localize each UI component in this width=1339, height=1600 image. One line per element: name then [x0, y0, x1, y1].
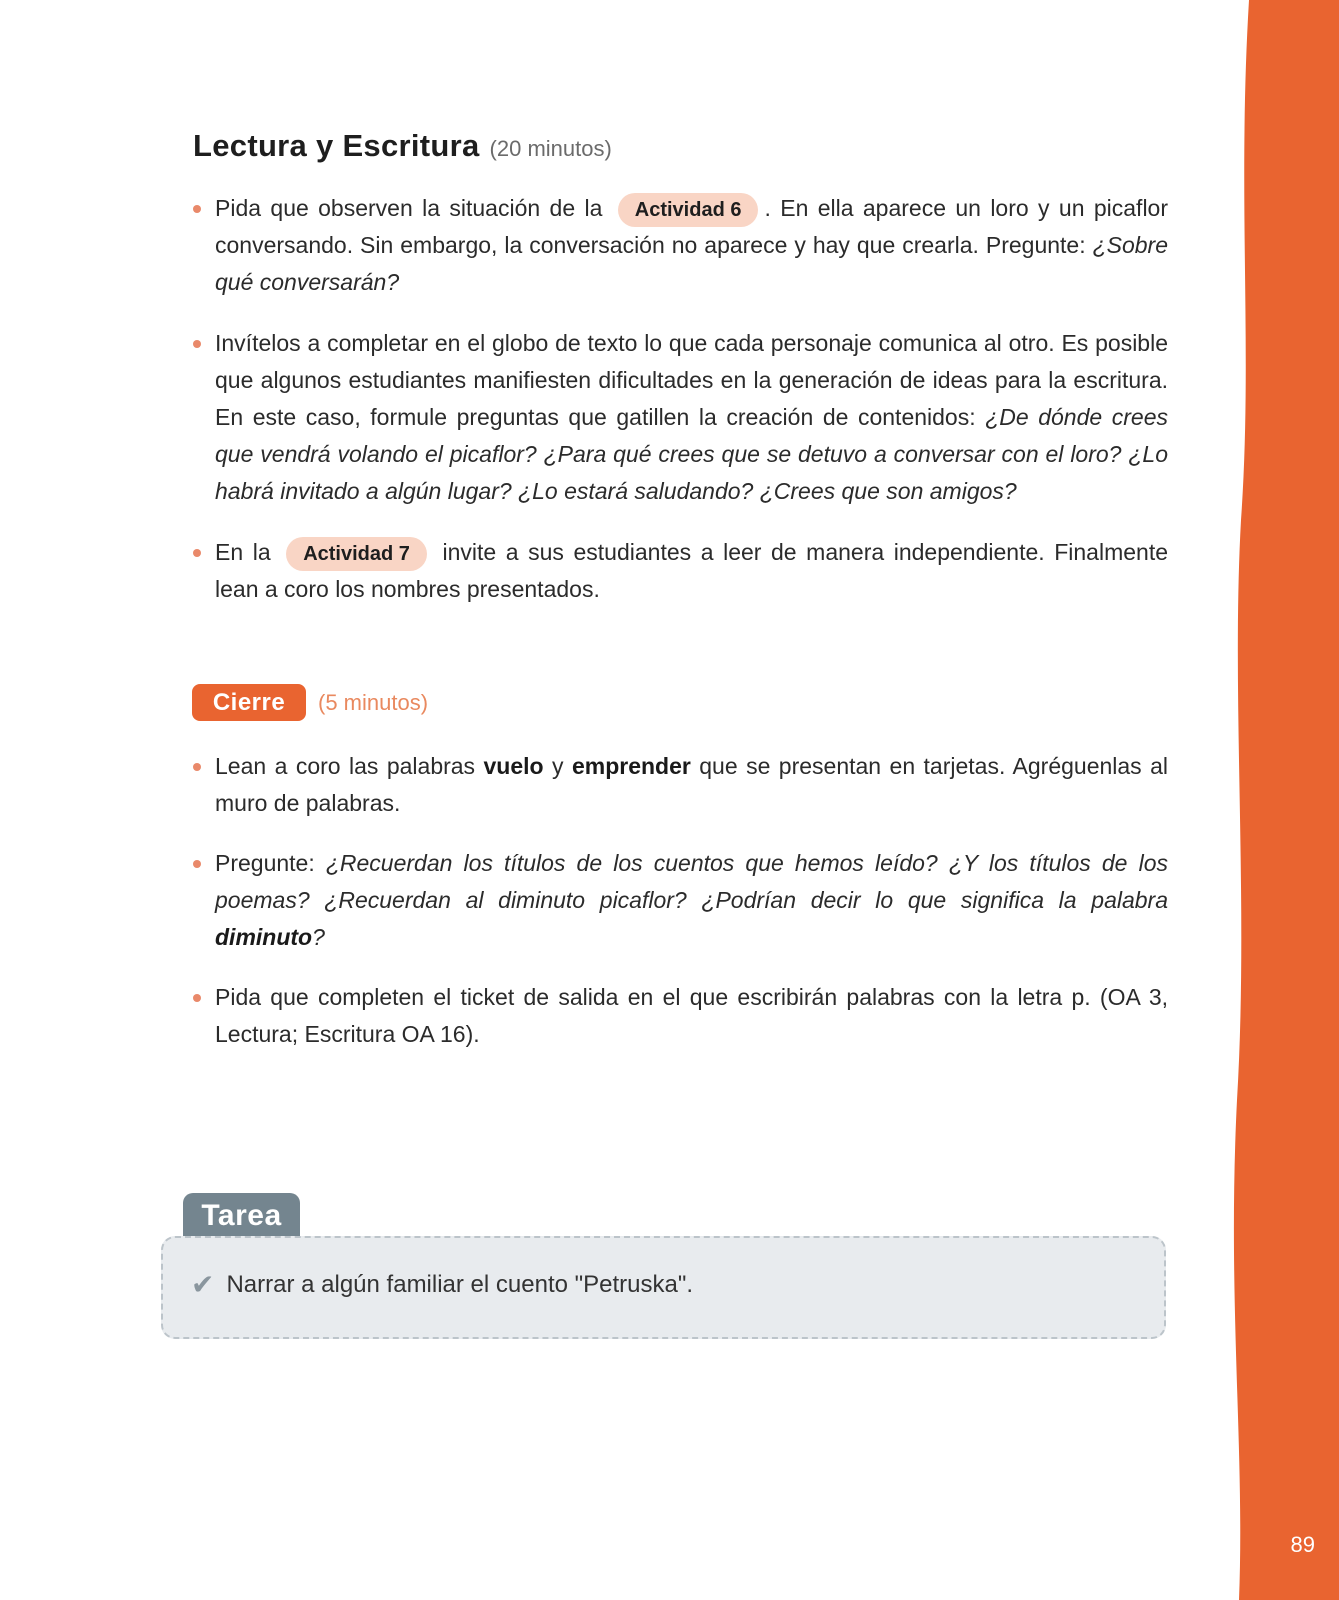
tarea-box — [161, 1236, 1166, 1339]
activity-6-badge[interactable]: Actividad 6 — [618, 193, 759, 227]
list-item: Pregunte: ¿Recuerdan los títulos de los cuentos que hemos leído? ¿Y los títulos de los poemas? ¿Recuerdan al diminuto picaflor? ¿Podrían decir lo que significa la palabra diminuto? — [193, 845, 1168, 956]
lectura-list — [193, 190, 1168, 608]
section-duration: (20 minutos) — [489, 136, 612, 161]
list-item: Invítelos a completar en el globo de texto lo que cada personaje comunica al otro. Es posible que algunos estudiantes manifiesten dificultades en la generación de ideas para la escritura. En este caso, formule preguntas que gatillen la creación de contenidos: ¿De dónde crees que vendrá volando el picaflor? ¿Para qué crees que se detuvo a conversar con el loro? ¿Lo habrá invitado a algún lugar? ¿Lo estará saludando? ¿Crees que son amigos? — [193, 325, 1168, 510]
page-number: 89 — [1290, 1532, 1315, 1557]
list-item: Pida que completen el ticket de salida en el que escribirán palabras con la letra p. (OA 3, Lectura; Escritura OA 16). — [193, 979, 1168, 1053]
cierre-heading — [192, 684, 428, 721]
tarea-item — [191, 1268, 693, 1301]
list-item: Pida que observen la situación de la Actividad 6 . En ella aparece un loro y un picaflor conversando. Sin embargo, la conversación no aparece y hay que crearla. Pregunte: ¿Sobre qué conversarán? — [193, 190, 1168, 301]
cierre-duration: (5 minutos) — [318, 689, 429, 715]
activity-7-badge[interactable]: Actividad 7 — [286, 537, 427, 571]
cierre-list — [193, 748, 1168, 1053]
tarea-text: Narrar a algún familiar el cuento "Petruska". — [226, 1270, 694, 1298]
list-item: Lean a coro las palabras vuelo y emprender que se presentan en tarjetas. Agréguenlas al muro de palabras. — [193, 748, 1168, 822]
orange-edge-band — [1219, 0, 1339, 1600]
tarea-tab: Tarea — [183, 1193, 300, 1239]
section-title: Lectura y Escritura — [193, 128, 480, 163]
checkmark-icon: ✔ — [191, 1269, 215, 1300]
list-item: En la Actividad 7 invite a sus estudiantes a leer de manera independiente. Finalmente lean a coro los nombres presentados. — [193, 534, 1168, 608]
cierre-badge: Cierre — [192, 684, 306, 721]
lectura-heading — [193, 128, 612, 164]
